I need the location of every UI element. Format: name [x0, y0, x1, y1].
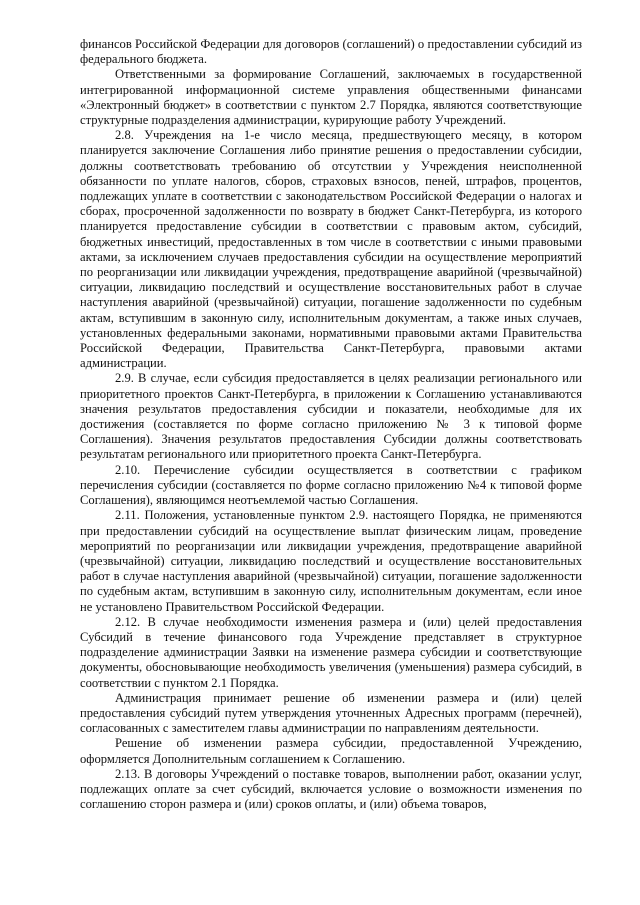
paragraph-2-9: 2.9. В случае, если субсидия предоставляется в целях реализации регионального или приоритетного проектов Санкт-Петербурга, в приложении к Соглашению устанавливаются значения результатов предоставления субсидии и показатели, необходимые для их достижения (составляется по форме согласно приложению № 3 к типовой форме Соглашения). Значения результатов предоставления Субсидии должны соответствовать результатам регионального или приоритетного проекта Санкт-Петербурга.	[80, 371, 582, 462]
paragraph-administration-decision: Администрация принимает решение об изменении размера и (или) целей предоставления субсидий путем утверждения уточненных Адресных программ (перечней), согласованных с заместителем главы администрации по направлениям деятельности.	[80, 690, 582, 736]
paragraph-2-11: 2.11. Положения, установленные пунктом 2.9. настоящего Порядка, не применяются при предоставлении субсидий на осуществление выплат физическим лицам, проведение мероприятий по реорганизации или ликвидации учреждения, предотвращение аварийной (чрезвычайной) ситуации, ликвидацию последствий и осуществление восстановительных работ в случае наступления аварийной (чрезвычайной) ситуации, погашение задолженности по судебным актам, вступившим в законную силу, исполнительным документам, если иное не установлено Правительством Российской Федерации.	[80, 508, 582, 614]
paragraph-responsible-units: Ответственными за формирование Соглашений, заключаемых в государственной интегрированной информационной системе управления общественными финансами «Электронный бюджет» в соответствии с пунктом 2.7 Порядка, являются соответствующие структурные подразделения администрации, курирующие работу Учреждений.	[80, 67, 582, 128]
paragraph-2-12: 2.12. В случае необходимости изменения размера и (или) целей предоставления Субсидий в течение финансового года Учреждение представляет в структурное подразделение администрации Заявки на изменение размера субсидии и соответствующие документы, обосновывающие необходимость увеличения (уменьшения) размера субсидий, в соответствии с пунктом 2.1 Порядка.	[80, 614, 582, 690]
paragraph-2-13: 2.13. В договоры Учреждений о поставке товаров, выполнении работ, оказании услуг, подлежащих оплате за счет субсидий, включается условие о возможности изменения по соглашению сторон размера и (или) сроков оплаты, и (или) объема товаров,	[80, 766, 582, 812]
paragraph-additional-agreement: Решение об изменении размера субсидии, предоставленной Учреждению, оформляется Дополнительным соглашением к Соглашению.	[80, 736, 582, 766]
document-page	[80, 37, 582, 812]
paragraph-continuation: финансов Российской Федерации для договоров (соглашений) о предоставлении субсидий из федерального бюджета.	[80, 37, 582, 67]
paragraph-2-10: 2.10. Перечисление субсидии осуществляется в соответствии с графиком перечисления субсидии (составляется по форме согласно приложению №4 к типовой форме Соглашения), являющимся неотъемлемой частью Соглашения.	[80, 462, 582, 508]
paragraph-2-8: 2.8. Учреждения на 1-е число месяца, предшествующего месяцу, в котором планируется заключение Соглашения либо принятие решения о предоставлении субсидии, должны соответствовать требованию об отсутствии у Учреждения неисполненной обязанности по уплате налогов, сборов, страховых взносов, пеней, штрафов, процентов, подлежащих уплате в соответствии с законодательством Российской Федерации о налогах и сборах, просроченной задолженности по возврату в бюджет Санкт-Петербурга, из которого планируется предоставление субсидии в соответствии с правовым актом, субсидий, бюджетных инвестиций, предоставленных в том числе в соответствии с иными правовыми актами, за исключением случаев предоставления субсидии на осуществление мероприятий по реорганизации или ликвидации учреждения, предотвращение аварийной (чрезвычайной) ситуации, ликвидацию последствий и осуществление восстановительных работ в случае наступления аварийной (чрезвычайной) ситуации, погашение задолженности по судебным актам, вступившим в законную силу, исполнительным документам, а также иных случаев, установленных федеральными законами, нормативными правовыми актами Правительства Российской Федерации, Правительства Санкт-Петербурга, правовыми актами администрации.	[80, 128, 582, 371]
